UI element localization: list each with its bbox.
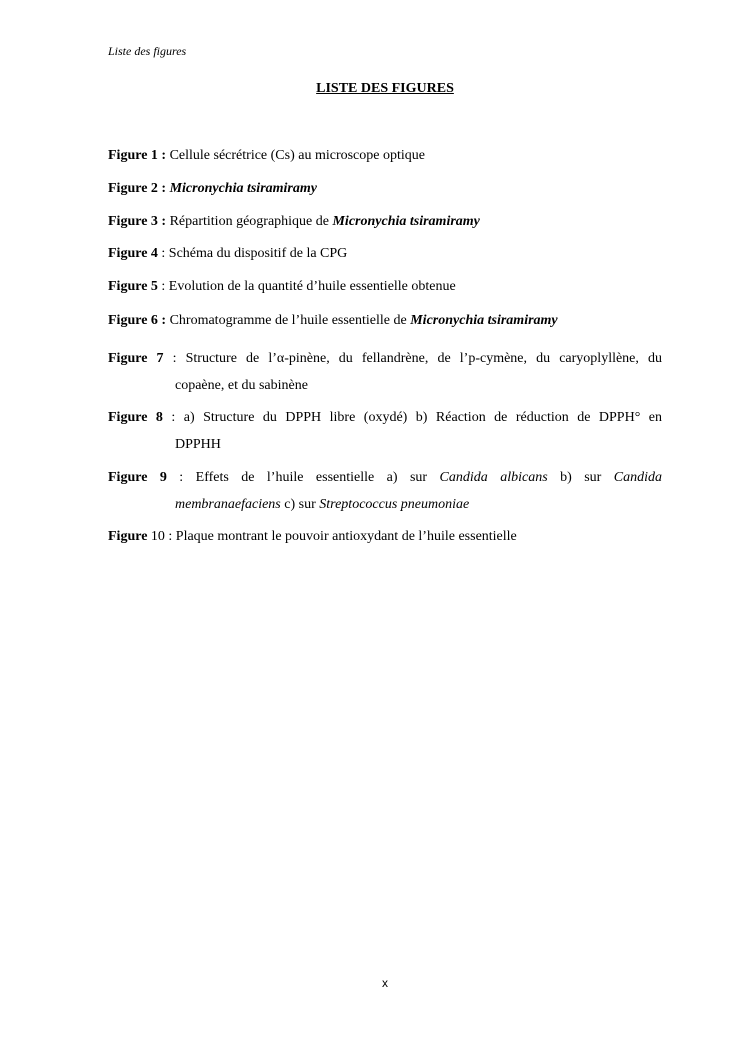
figure-label: Figure 3 : — [108, 214, 167, 229]
species-name: Micronychia tsiramiramy — [410, 313, 558, 328]
running-header: Liste des figures — [108, 44, 187, 58]
figure-entry-3 — [108, 208, 662, 235]
figure-entry-8 — [108, 404, 662, 458]
figure-caption: b) sur — [547, 470, 614, 485]
figure-label: Figure 8 — [108, 410, 163, 425]
figure-caption: : Structure de l’α-pinène, du fellandrène, de l’p-cymène, du caryoplyllène, du — [163, 351, 662, 366]
figure-entry-2 — [108, 175, 662, 202]
figure-entry-7 — [108, 345, 662, 399]
page-number: x — [382, 976, 388, 990]
figure-label: Figure 2 : — [108, 181, 167, 196]
figure-caption: 10 : Plaque montrant le pouvoir antioxydant de l’huile essentielle — [147, 529, 517, 544]
figure-entry-1 — [108, 142, 662, 169]
species-name: membranaefaciens — [175, 497, 281, 512]
species-name: Candida — [613, 470, 663, 485]
figure-caption-line-2: copaène, et du sabinène — [175, 378, 308, 393]
figure-label: Figure 1 : — [108, 148, 167, 163]
figure-label: Figure 7 — [108, 351, 164, 366]
figure-entry-6 — [108, 307, 662, 334]
figure-label: Figure 5 — [108, 279, 158, 294]
figure-caption-line-2: DPPHH — [175, 437, 221, 452]
species-name: Micronychia tsiramiramy — [166, 181, 317, 196]
figure-caption: c) sur — [280, 497, 320, 512]
species-name: Candida albicans — [439, 470, 548, 485]
figure-caption-line-2 — [108, 491, 662, 518]
figure-caption-line-1 — [108, 404, 662, 431]
figure-caption: Chromatogramme de l’huile essentielle de — [166, 313, 411, 328]
figure-label: Figure 9 — [108, 470, 167, 485]
figure-caption-line-1 — [108, 464, 662, 491]
species-name: Streptococcus pneumoniae — [319, 497, 470, 512]
figure-caption-line-1 — [108, 345, 662, 372]
figure-caption: Cellule sécrétrice (Cs) au microscope optique — [166, 148, 425, 163]
page-title: LISTE DES FIGURES — [316, 81, 454, 96]
figure-label: Figure — [108, 529, 148, 544]
figure-caption: : a) Structure du DPPH libre (oxydé) b) Réaction de réduction de DPPH° en — [162, 410, 662, 425]
figure-label: Figure 6 : — [108, 313, 167, 328]
figure-caption: : Evolution de la quantité d’huile essentielle obtenue — [157, 279, 456, 294]
figure-caption: : Schéma du dispositif de la CPG — [157, 246, 348, 261]
species-name: Micronychia tsiramiramy — [332, 214, 480, 229]
figure-entry-9 — [108, 464, 662, 518]
figure-caption: Répartition géographique de — [166, 214, 333, 229]
figure-entry-4 — [108, 240, 662, 267]
figure-entry-5 — [108, 273, 662, 300]
figure-label: Figure 4 — [108, 246, 158, 261]
figure-caption: : Effets de l’huile essentielle a) sur — [166, 470, 440, 485]
figure-entry-10 — [108, 523, 662, 550]
